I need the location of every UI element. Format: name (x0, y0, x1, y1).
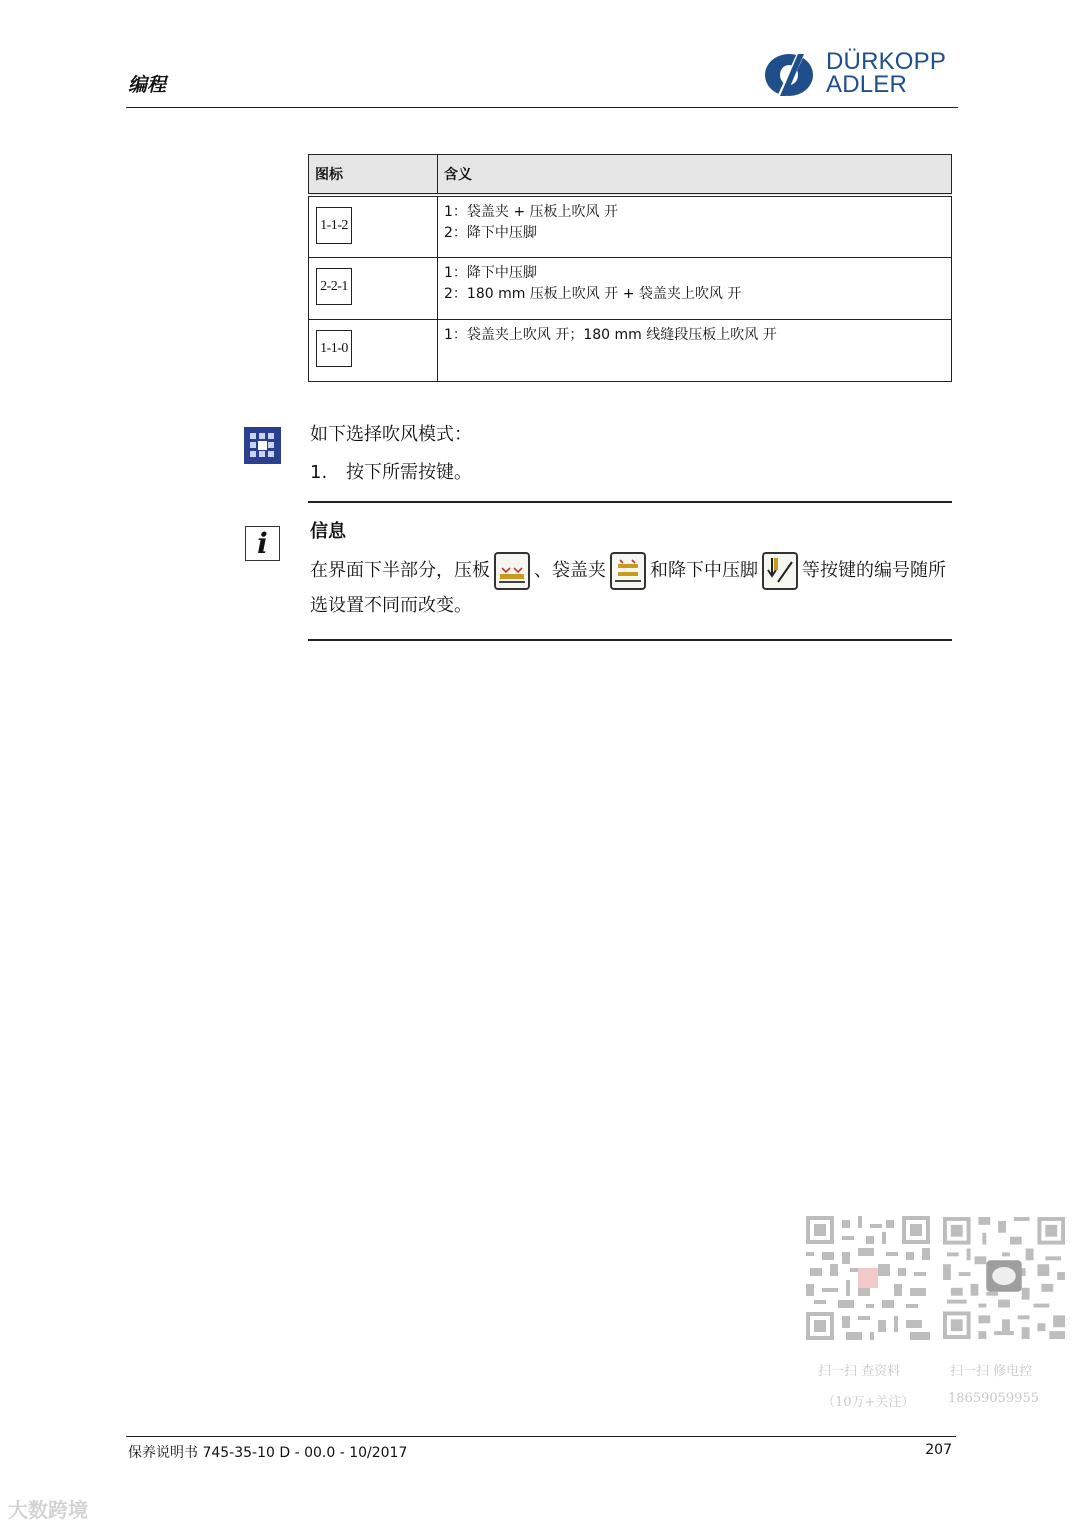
logo-mark-icon (762, 50, 822, 100)
meaning-cell (438, 257, 952, 319)
clamp-plate-key-icon (494, 552, 530, 590)
meaning-line: 2：降下中压脚 (444, 225, 537, 241)
code-icon: 1-1-0 (316, 330, 352, 367)
info-text: 和降下中压脚 (650, 560, 758, 581)
icon-cell (309, 195, 438, 257)
info-text: 等按键的编号随所选设置不同而改变。 (310, 560, 946, 616)
column-header-icon: 图标 (309, 155, 438, 196)
table-row (309, 257, 952, 319)
qr-caption: 18659059955 (948, 1391, 1039, 1406)
info-heading: 信息 (310, 521, 346, 542)
meaning-cell (438, 195, 952, 257)
qr-code-left-icon (806, 1216, 930, 1340)
instruction-title: 如下选择吹风模式： (310, 424, 472, 445)
section-title: 编程 (128, 74, 167, 96)
code-icon: 1-1-2 (316, 207, 352, 244)
flap-clamp-key-icon (610, 552, 646, 590)
step-item (310, 458, 472, 484)
table-header-row (309, 155, 952, 196)
logo-text (826, 50, 946, 96)
lower-middle-foot-key-icon (762, 552, 798, 590)
qr-code-right-icon (943, 1216, 1065, 1340)
logo-line-1: DÜRKOPP (826, 48, 947, 75)
footer-divider (126, 1436, 956, 1437)
info-icon: i (245, 526, 280, 561)
durkopp-adler-logo (762, 50, 958, 100)
meaning-line: 1：袋盖夹上吹风 开；180 mm 线缝段压板上吹风 开 (444, 326, 777, 343)
logo-line-2: ADLER (826, 71, 908, 98)
qr-caption: 扫一扫 查资料 (818, 1364, 901, 1379)
meaning-line: 1：降下中压脚 (444, 264, 537, 281)
qr-caption: （10万+关注） (822, 1395, 915, 1410)
page-number: 207 (925, 1442, 952, 1458)
qr-caption: 扫一扫 修电控 (950, 1364, 1033, 1379)
icon-cell (309, 257, 438, 319)
icon-cell (309, 319, 438, 381)
info-text: 在界面下半部分，压板 (310, 560, 490, 581)
step-text: 按下所需按键。 (346, 462, 472, 483)
info-divider-bottom (308, 639, 952, 641)
table-row (309, 195, 952, 257)
icon-meaning-table (308, 154, 952, 382)
table-row (309, 319, 952, 381)
meaning-line: 1：袋盖夹 + 压板上吹风 开 (444, 204, 618, 220)
step-number: 1. (310, 462, 328, 483)
watermark-brand: 大数跨境 (8, 1498, 88, 1522)
meaning-cell (438, 319, 952, 381)
footer-document-id: 保养说明书 745-35-10 D - 00.0 - 10/2017 (128, 1445, 408, 1461)
settings-grid-icon (244, 427, 281, 464)
info-paragraph (310, 552, 950, 622)
column-header-meaning: 含义 (438, 155, 952, 196)
info-divider-top (308, 501, 952, 503)
header-divider (126, 107, 958, 108)
code-icon: 2-2-1 (316, 268, 352, 305)
meaning-line: 2：180 mm 压板上吹风 开 + 袋盖夹上吹风 开 (444, 285, 742, 302)
info-text: 、袋盖夹 (534, 560, 606, 581)
